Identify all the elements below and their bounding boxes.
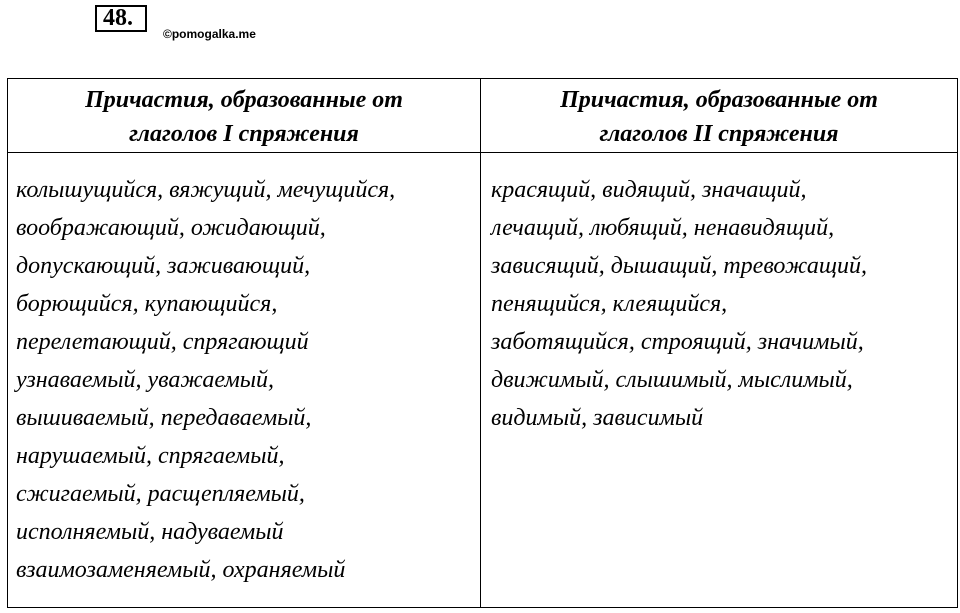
word-line: зависящий, дышащий, тревожащий, xyxy=(491,253,867,279)
header-line: Причастия, образованные от xyxy=(560,87,878,113)
header-line: Причастия, образованные от xyxy=(85,87,403,113)
word-line: воображающий, ожидающий, xyxy=(16,215,326,241)
header-line: глаголов I спряжения xyxy=(129,121,359,147)
table-body-row xyxy=(8,153,958,608)
header-conjugation-2 xyxy=(481,79,958,153)
word-line: видимый, зависимый xyxy=(491,405,704,431)
conjugation-1-cell xyxy=(8,153,481,608)
conjugation-2-list xyxy=(481,153,957,437)
watermark: ©pomogalka.me xyxy=(163,27,256,41)
word-line: перелетающий, спрягающий xyxy=(16,329,309,355)
word-line: узнаваемый, уважаемый, xyxy=(16,367,275,393)
word-line: вышиваемый, передаваемый, xyxy=(16,405,312,431)
conjugation-2-cell xyxy=(481,153,958,608)
exercise-number: 48. xyxy=(95,5,147,32)
word-line: лечащий, любящий, ненавидящий, xyxy=(491,215,835,241)
word-line: заботящийся, строящий, значимый, xyxy=(491,329,864,355)
word-line: колышущийся, вяжущий, мечущийся, xyxy=(16,177,396,203)
word-line: нарушаемый, спрягаемый, xyxy=(16,443,285,469)
word-line: исполняемый, надуваемый xyxy=(16,519,284,545)
header-conjugation-1 xyxy=(8,79,481,153)
header-line: глаголов II спряжения xyxy=(599,121,839,147)
word-line: допускающий, заживающий, xyxy=(16,253,311,279)
word-line: красящий, видящий, значащий, xyxy=(491,177,807,203)
word-line: борющийся, купающийся, xyxy=(16,291,278,317)
word-line: сжигаемый, расщепляемый, xyxy=(16,481,305,507)
word-line: пенящийся, клеящийся, xyxy=(491,291,728,317)
word-line: движимый, слышимый, мыслимый, xyxy=(491,367,853,393)
word-line: взаимозаменяемый, охраняемый xyxy=(16,557,346,583)
table-header-row xyxy=(8,79,958,153)
conjugation-1-list xyxy=(8,153,480,589)
participles-table xyxy=(7,78,958,608)
